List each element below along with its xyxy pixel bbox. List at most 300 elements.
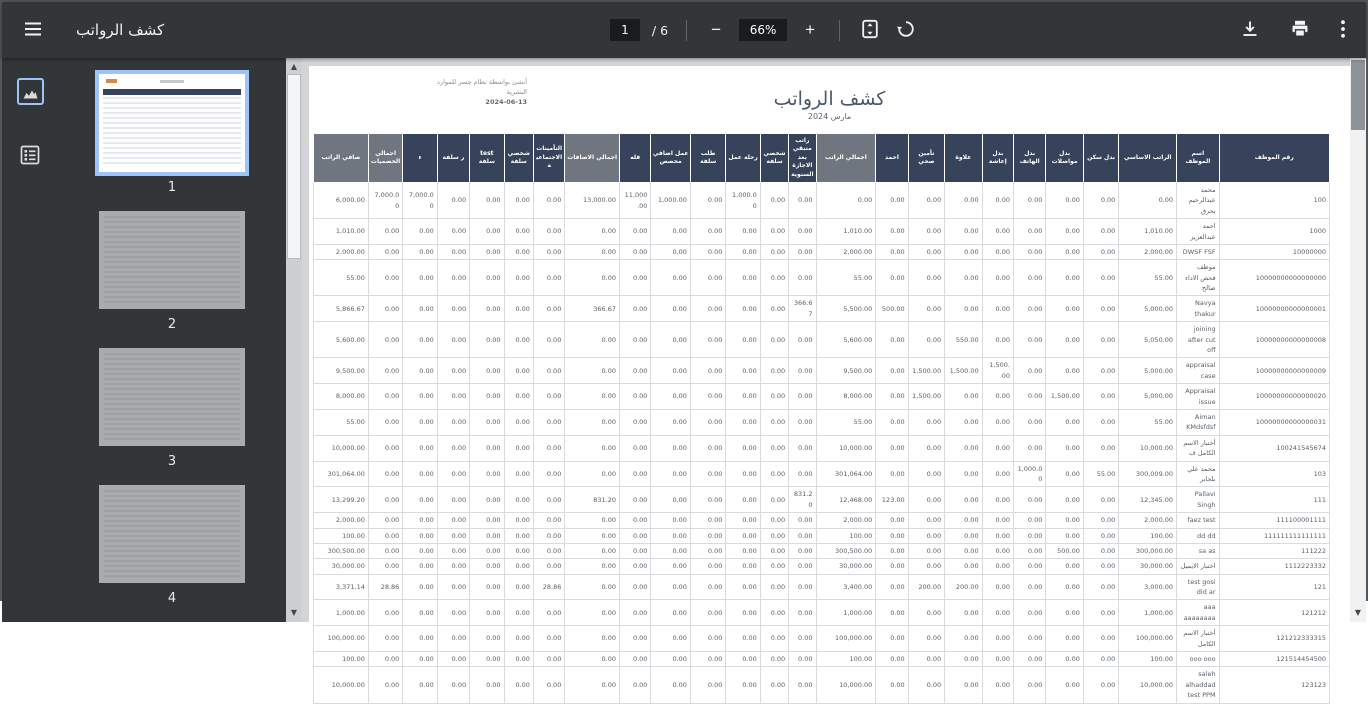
- value-cell: 1,500.00: [908, 384, 944, 410]
- value-cell: 0.00: [760, 461, 788, 487]
- value-cell: 0.00: [470, 358, 504, 384]
- value-cell: 0.00: [982, 182, 1013, 218]
- generated-by-note: [427, 78, 527, 107]
- value-cell: 0.00: [620, 626, 651, 652]
- employee-name-cell: aaa aaaaaaaa: [1177, 600, 1220, 626]
- value-cell: 0.00: [726, 513, 760, 528]
- value-cell: 0.00: [876, 574, 908, 600]
- value-cell: 0.00: [876, 559, 908, 574]
- value-cell: 100,000.00: [314, 626, 369, 652]
- value-cell: 100.00: [1119, 528, 1177, 543]
- value-cell: 0.00: [945, 219, 982, 245]
- employee-name-cell: احمد عبدالعزيز: [1177, 219, 1220, 245]
- value-cell: 0.00: [726, 296, 760, 322]
- value-cell: 0.00: [368, 513, 402, 528]
- value-cell: 10,000.00: [816, 435, 876, 461]
- value-cell: 0.00: [760, 667, 788, 703]
- value-cell: 0.00: [470, 528, 504, 543]
- value-cell: 0.00: [437, 626, 469, 652]
- value-cell: 2,000.00: [1119, 244, 1177, 259]
- value-cell: 0.00: [1046, 182, 1083, 218]
- value-cell: 0.00: [651, 626, 691, 652]
- value-cell: 0.00: [403, 652, 437, 667]
- value-cell: 200.00: [908, 574, 944, 600]
- thumbnail-preview: [99, 211, 245, 309]
- value-cell: 0.00: [876, 244, 908, 259]
- value-cell: 0.00: [945, 543, 982, 558]
- value-cell: 0.00: [690, 513, 725, 528]
- value-cell: 0.00: [760, 219, 788, 245]
- value-cell: 100.00: [314, 528, 369, 543]
- value-cell: 0.00: [368, 543, 402, 558]
- fit-to-page-button[interactable]: [858, 17, 882, 44]
- value-cell: 0.00: [504, 244, 533, 259]
- value-cell: 0.00: [533, 322, 564, 358]
- value-cell: 0.00: [908, 182, 944, 218]
- employee-name-cell: joining after cut off: [1177, 322, 1220, 358]
- value-cell: 0.00: [876, 461, 908, 487]
- value-cell: 0.00: [1013, 543, 1045, 558]
- value-cell: 0.00: [760, 384, 788, 410]
- print-button[interactable]: [1288, 17, 1312, 44]
- value-cell: 0.00: [437, 296, 469, 322]
- value-cell: 0.00: [620, 487, 651, 513]
- value-cell: 0.00: [620, 461, 651, 487]
- value-cell: 0.00: [368, 384, 402, 410]
- value-cell: 0.00: [945, 384, 982, 410]
- value-cell: 0.00: [368, 461, 402, 487]
- column-header: اجمالي الخصميات: [368, 134, 402, 183]
- value-cell: 0.00: [945, 487, 982, 513]
- value-cell: 0.00: [620, 667, 651, 703]
- value-cell: 0.00: [726, 574, 760, 600]
- value-cell: 0.00: [470, 652, 504, 667]
- value-cell: 5,000.00: [1119, 296, 1177, 322]
- more-options-button[interactable]: [1338, 17, 1348, 44]
- value-cell: 0.00: [1013, 260, 1045, 296]
- value-cell: 0.00: [437, 487, 469, 513]
- value-cell: 0.00: [504, 322, 533, 358]
- value-cell: 0.00: [1046, 296, 1083, 322]
- value-cell: 0.00: [876, 513, 908, 528]
- value-cell: 0.00: [437, 409, 469, 435]
- value-cell: 0.00: [403, 559, 437, 574]
- value-cell: 0.00: [368, 435, 402, 461]
- value-cell: 0.00: [565, 384, 620, 410]
- value-cell: 0.00: [690, 219, 725, 245]
- thumbnails-icon: [17, 78, 44, 105]
- value-cell: 0.00: [368, 652, 402, 667]
- value-cell: 0.00: [1046, 626, 1083, 652]
- value-cell: 1,000.00: [314, 600, 369, 626]
- value-cell: 0.00: [620, 435, 651, 461]
- value-cell: 0.00: [565, 574, 620, 600]
- value-cell: 0.00: [726, 219, 760, 245]
- scroll-down-icon[interactable]: ▼: [290, 608, 298, 617]
- value-cell: 0.00: [565, 435, 620, 461]
- value-cell: 0.00: [470, 626, 504, 652]
- value-cell: 1,010.00: [314, 219, 369, 245]
- value-cell: 0.00: [403, 296, 437, 322]
- value-cell: 0.00: [945, 600, 982, 626]
- scrollbar-thumb[interactable]: [287, 74, 301, 259]
- value-cell: 0.00: [690, 322, 725, 358]
- value-cell: 0.00: [690, 652, 725, 667]
- value-cell: 0.00: [690, 626, 725, 652]
- value-cell: 0.00: [726, 322, 760, 358]
- value-cell: 0.00: [620, 409, 651, 435]
- value-cell: 0.00: [565, 626, 620, 652]
- value-cell: 0.00: [403, 543, 437, 558]
- value-cell: 0.00: [876, 626, 908, 652]
- value-cell: 0.00: [789, 513, 816, 528]
- download-icon: [1240, 19, 1260, 42]
- value-cell: 0.00: [908, 435, 944, 461]
- value-cell: 0.00: [403, 626, 437, 652]
- value-cell: 2,000.00: [816, 244, 876, 259]
- employee-id-cell: 1112223332: [1219, 559, 1329, 574]
- value-cell: 0.00: [437, 182, 469, 218]
- value-cell: 0.00: [437, 528, 469, 543]
- value-cell: 0.00: [533, 559, 564, 574]
- value-cell: 0.00: [504, 543, 533, 558]
- table-row: [314, 600, 1330, 626]
- scroll-down-icon[interactable]: ▼: [1354, 608, 1362, 617]
- value-cell: 0.00: [437, 244, 469, 259]
- page-thumbnail-2[interactable]: [99, 211, 245, 348]
- value-cell: 0.00: [760, 182, 788, 218]
- value-cell: 1,000.00: [651, 182, 691, 218]
- value-cell: 0.00: [651, 652, 691, 667]
- value-cell: 123.00: [876, 487, 908, 513]
- value-cell: 0.00: [437, 543, 469, 558]
- column-header: طلب سلفة: [690, 134, 725, 183]
- value-cell: 1,010.00: [1119, 219, 1177, 245]
- value-cell: 0.00: [789, 543, 816, 558]
- column-header: اسم الموظف: [1177, 134, 1220, 183]
- value-cell: 0.00: [876, 528, 908, 543]
- employee-id-cell: 111111111111111: [1219, 528, 1329, 543]
- column-header: عمل اضافي مخصص: [651, 134, 691, 183]
- value-cell: 0.00: [368, 600, 402, 626]
- value-cell: 0.00: [437, 513, 469, 528]
- value-cell: 0.00: [504, 219, 533, 245]
- value-cell: 0.00: [651, 513, 691, 528]
- value-cell: 0.00: [470, 182, 504, 218]
- value-cell: 5,500.00: [816, 296, 876, 322]
- zoom-in-button[interactable]: +: [799, 19, 821, 41]
- rotate-button[interactable]: [894, 17, 918, 44]
- value-cell: 2,000.00: [314, 244, 369, 259]
- value-cell: 9,500.00: [816, 358, 876, 384]
- scrollbar-thumb[interactable]: [1351, 60, 1365, 130]
- value-cell: 0.00: [1083, 296, 1118, 322]
- value-cell: 0.00: [403, 384, 437, 410]
- value-cell: 0.00: [651, 461, 691, 487]
- value-cell: 55.00: [314, 409, 369, 435]
- value-cell: 1,500.00: [908, 358, 944, 384]
- value-cell: 0.00: [1046, 528, 1083, 543]
- employee-name-cell: اختبار الايميل: [1177, 559, 1220, 574]
- menu-button[interactable]: [20, 16, 46, 45]
- value-cell: 1,000.00: [726, 182, 760, 218]
- value-cell: 0.00: [368, 219, 402, 245]
- sidebar: [2, 58, 302, 622]
- employee-name-cell: موظف فحص الاداء صالح: [1177, 260, 1220, 296]
- zoom-out-button[interactable]: −: [705, 19, 727, 41]
- value-cell: 0.00: [760, 358, 788, 384]
- document-viewer[interactable]: [302, 58, 1366, 700]
- value-cell: 300,009.00: [1119, 461, 1177, 487]
- value-cell: 1,000.00: [1013, 461, 1045, 487]
- value-cell: 0.00: [620, 559, 651, 574]
- value-cell: 0.00: [760, 244, 788, 259]
- value-cell: 0.00: [789, 528, 816, 543]
- payroll-table: [313, 133, 1330, 704]
- value-cell: 0.00: [1083, 574, 1118, 600]
- value-cell: 0.00: [876, 182, 908, 218]
- value-cell: 0.00: [651, 487, 691, 513]
- value-cell: 0.00: [437, 384, 469, 410]
- value-cell: 0.00: [533, 219, 564, 245]
- value-cell: 0.00: [1046, 487, 1083, 513]
- value-cell: 0.00: [504, 384, 533, 410]
- value-cell: 0.00: [789, 182, 816, 218]
- value-cell: 0.00: [470, 487, 504, 513]
- value-cell: 0.00: [437, 358, 469, 384]
- value-cell: 0.00: [437, 260, 469, 296]
- page-number-input[interactable]: [610, 19, 640, 41]
- employee-name-cell: sa as: [1177, 543, 1220, 558]
- value-cell: 0.00: [690, 435, 725, 461]
- table-row: [314, 182, 1330, 218]
- value-cell: 0.00: [504, 461, 533, 487]
- value-cell: 0.00: [565, 358, 620, 384]
- thumbnail-page-number: 3: [167, 454, 177, 469]
- value-cell: 1,500.00: [1046, 384, 1083, 410]
- value-cell: 55.00: [1119, 409, 1177, 435]
- value-cell: 0.00: [982, 322, 1013, 358]
- report-title: كشف الرواتب: [773, 88, 886, 110]
- column-header: تأمين صحي: [908, 134, 944, 183]
- value-cell: 0.00: [726, 435, 760, 461]
- value-cell: 0.00: [1013, 384, 1045, 410]
- value-cell: 0.00: [470, 513, 504, 528]
- page-thumbnail-4[interactable]: [99, 485, 245, 622]
- value-cell: 0.00: [470, 260, 504, 296]
- value-cell: 0.00: [1013, 358, 1045, 384]
- value-cell: 0.00: [945, 409, 982, 435]
- table-row: [314, 384, 1330, 410]
- value-cell: 0.00: [789, 461, 816, 487]
- value-cell: 0.00: [760, 322, 788, 358]
- value-cell: 5,600.00: [816, 322, 876, 358]
- value-cell: 0.00: [982, 652, 1013, 667]
- table-row: [314, 322, 1330, 358]
- toolbar-divider: [686, 20, 687, 41]
- value-cell: 55.00: [816, 260, 876, 296]
- value-cell: 0.00: [982, 435, 1013, 461]
- employee-name-cell: dd dd: [1177, 528, 1220, 543]
- thumbnail-preview: [99, 485, 245, 583]
- value-cell: 0.00: [565, 559, 620, 574]
- value-cell: 301,064.00: [816, 461, 876, 487]
- value-cell: 0.00: [504, 652, 533, 667]
- value-cell: 0.00: [982, 260, 1013, 296]
- value-cell: 28.86: [533, 574, 564, 600]
- value-cell: 0.00: [908, 487, 944, 513]
- value-cell: 0.00: [470, 296, 504, 322]
- employee-name-cell: Appraisal issue: [1177, 384, 1220, 410]
- viewer-scrollbar[interactable]: [1350, 58, 1366, 622]
- value-cell: 0.00: [533, 543, 564, 558]
- value-cell: 0.00: [437, 600, 469, 626]
- value-cell: 0.00: [760, 600, 788, 626]
- value-cell: 0.00: [368, 667, 402, 703]
- value-cell: 0.00: [504, 409, 533, 435]
- value-cell: 0.00: [533, 528, 564, 543]
- value-cell: 0.00: [876, 322, 908, 358]
- employee-id-cell: 10000000000000009: [1219, 358, 1329, 384]
- logo-mark: [106, 79, 117, 83]
- value-cell: 0.00: [533, 244, 564, 259]
- value-cell: 0.00: [760, 296, 788, 322]
- value-cell: 0.00: [690, 461, 725, 487]
- value-cell: 13,000.00: [565, 182, 620, 218]
- value-cell: 0.00: [760, 513, 788, 528]
- value-cell: 0.00: [1046, 219, 1083, 245]
- value-cell: 5,866.67: [314, 296, 369, 322]
- value-cell: 0.00: [504, 182, 533, 218]
- scroll-up-icon[interactable]: ▲: [290, 62, 298, 71]
- zoom-level-input[interactable]: [739, 19, 787, 41]
- value-cell: 0.00: [651, 409, 691, 435]
- value-cell: 6,000.00: [314, 182, 369, 218]
- value-cell: 0.00: [620, 322, 651, 358]
- value-cell: 0.00: [1046, 435, 1083, 461]
- value-cell: 0.00: [1046, 244, 1083, 259]
- value-cell: 0.00: [726, 559, 760, 574]
- value-cell: 0.00: [504, 528, 533, 543]
- value-cell: 100.00: [816, 528, 876, 543]
- value-cell: 28.86: [368, 574, 402, 600]
- value-cell: 0.00: [760, 559, 788, 574]
- value-cell: 0.00: [945, 435, 982, 461]
- employee-id-cell: 123123: [1219, 667, 1329, 703]
- employee-id-cell: 100241545674: [1219, 435, 1329, 461]
- pdf-page: [309, 66, 1350, 700]
- value-cell: 10,000.00: [314, 667, 369, 703]
- value-cell: 0.00: [504, 358, 533, 384]
- employee-id-cell: 111: [1219, 487, 1329, 513]
- outline-view-button[interactable]: [17, 145, 44, 172]
- value-cell: 0.00: [1013, 409, 1045, 435]
- value-cell: 0.00: [726, 667, 760, 703]
- employee-name-cell: faez test: [1177, 513, 1220, 528]
- page-thumbnail-3[interactable]: [99, 348, 245, 485]
- value-cell: 0.00: [620, 384, 651, 410]
- column-header: رحلة عمل: [726, 134, 760, 183]
- generated-date: 2024-06-13: [485, 97, 527, 106]
- value-cell: 0.00: [945, 667, 982, 703]
- value-cell: 0.00: [908, 600, 944, 626]
- value-cell: 0.00: [565, 667, 620, 703]
- table-row: [314, 528, 1330, 543]
- value-cell: 0.00: [403, 358, 437, 384]
- column-header: صافي الراتب: [314, 134, 369, 183]
- value-cell: 0.00: [876, 435, 908, 461]
- value-cell: 0.00: [533, 667, 564, 703]
- thumbnail-view-button[interactable]: [17, 78, 44, 105]
- value-cell: 200.00: [945, 574, 982, 600]
- value-cell: 0.00: [1083, 435, 1118, 461]
- value-cell: 0.00: [470, 461, 504, 487]
- employee-name-cell: DWSF FSF: [1177, 244, 1220, 259]
- value-cell: 5,000.00: [1119, 358, 1177, 384]
- value-cell: 0.00: [565, 528, 620, 543]
- employee-name-cell: Pallavi Singh: [1177, 487, 1220, 513]
- value-cell: 0.00: [726, 626, 760, 652]
- value-cell: 0.00: [908, 260, 944, 296]
- value-cell: 3,371.14: [314, 574, 369, 600]
- column-header: التأمينات الاجتماعية: [533, 134, 564, 183]
- value-cell: 0.00: [565, 409, 620, 435]
- value-cell: 0.00: [876, 384, 908, 410]
- value-cell: 0.00: [945, 513, 982, 528]
- value-cell: 0.00: [1083, 528, 1118, 543]
- page-thumbnail-1[interactable]: [99, 74, 245, 211]
- table-row: [314, 409, 1330, 435]
- employee-id-cell: 10000000000000020: [1219, 384, 1329, 410]
- download-button[interactable]: [1238, 17, 1262, 44]
- table-row: [314, 244, 1330, 259]
- value-cell: 0.00: [1083, 409, 1118, 435]
- value-cell: 0.00: [504, 574, 533, 600]
- value-cell: 0.00: [690, 260, 725, 296]
- column-header: بدل إعاشة: [982, 134, 1013, 183]
- value-cell: 0.00: [1083, 543, 1118, 558]
- rotate-icon: [896, 19, 916, 42]
- employee-name-cell: محمد علي بلجابر: [1177, 461, 1220, 487]
- employee-name-cell: Aiman KMdsfdsf: [1177, 409, 1220, 435]
- value-cell: 0.00: [789, 600, 816, 626]
- value-cell: 0.00: [504, 600, 533, 626]
- column-header: قله: [620, 134, 651, 183]
- value-cell: 0.00: [651, 435, 691, 461]
- value-cell: 0.00: [1119, 182, 1177, 218]
- value-cell: 0.00: [504, 626, 533, 652]
- value-cell: 0.00: [816, 182, 876, 218]
- sidebar-scrollbar[interactable]: [286, 58, 302, 622]
- column-header: علاوة: [945, 134, 982, 183]
- value-cell: 0.00: [876, 409, 908, 435]
- value-cell: 500.00: [876, 296, 908, 322]
- value-cell: 0.00: [620, 260, 651, 296]
- value-cell: 0.00: [982, 667, 1013, 703]
- value-cell: 100.00: [314, 652, 369, 667]
- table-row: [314, 435, 1330, 461]
- value-cell: 0.00: [945, 296, 982, 322]
- thumbnail-page-number: 2: [167, 317, 177, 332]
- employee-id-cell: 100: [1219, 182, 1329, 218]
- value-cell: 0.00: [982, 600, 1013, 626]
- value-cell: 0.00: [908, 409, 944, 435]
- value-cell: 0.00: [620, 543, 651, 558]
- value-cell: 300,000.00: [1119, 543, 1177, 558]
- value-cell: 0.00: [1083, 652, 1118, 667]
- table-row: [314, 667, 1330, 703]
- value-cell: 0.00: [726, 244, 760, 259]
